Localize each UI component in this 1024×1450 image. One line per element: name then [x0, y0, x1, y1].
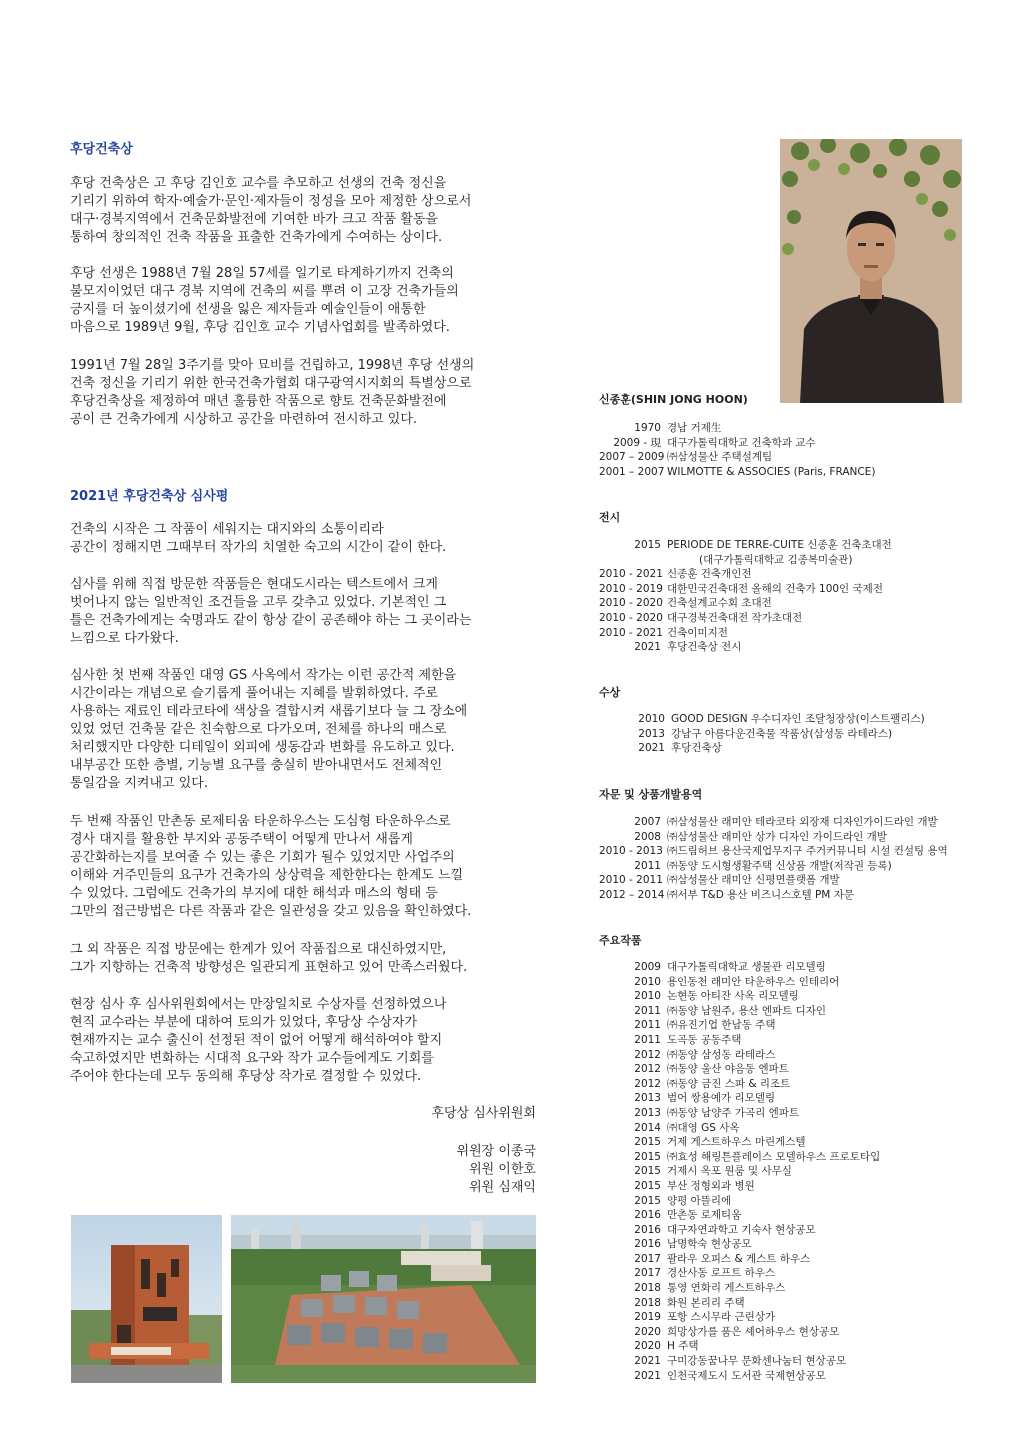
list-row: [599, 1281, 880, 1296]
list-row-text: 범어 쌍용예가 리모델링: [667, 1092, 776, 1105]
list-row-year: 2010 - 2013: [599, 845, 663, 858]
review-committee: 후당상 심사위원회: [431, 1106, 536, 1121]
list-row-year: 2013: [634, 1106, 661, 1119]
list-row-text: ㈜동양 삼성동 라테라스: [667, 1048, 776, 1061]
list-row: [599, 450, 875, 465]
list-row-year: 2010 - 2020: [599, 597, 663, 610]
list-row: [599, 1252, 880, 1267]
list-row-text: 팔라우 오피스 & 게스트 하우스: [667, 1252, 811, 1265]
list-row-year: 2018: [634, 1282, 661, 1295]
list-row-text: 거제 게스트하우스 마린게스텔: [667, 1136, 806, 1149]
list-row: [599, 1018, 880, 1033]
list-row-text: 논현동 아티잔 사옥 리모델링: [667, 990, 799, 1003]
review-paragraph-4: 두 번째 작품인 만촌동 로제티움 타운하우스는 도심형 타운하우스로 경사 대지를 활용한 부지와 공동주택이 어떻게 만나서 새롭게 공간화하는지를 보여줄 수 있는 좋은 기회가 될수 있었지만 사업주의 이해와 거주민들의 요구가 건축가의 상상력을 제한한다는 한계도 느낄 수 있었다. 그럼에도 건축가의 부지에 대한 해석과 매스의 형태 등 그만의 접근방법은 다른 작품과 같은 일관성을 갖고 있음을 확인하였다.: [70, 814, 472, 919]
list-row-year: 2007: [634, 816, 661, 828]
list-row: [599, 538, 892, 553]
building-photo-rosettium: [231, 1215, 536, 1383]
consulting-list: [599, 815, 948, 903]
profile-bio-list: [599, 421, 875, 479]
list-row-year: 2021: [638, 742, 665, 755]
list-row-text: 경산사동 로프트 하우스: [667, 1267, 776, 1280]
list-row: [599, 1164, 880, 1179]
list-row-year: 2020: [634, 1325, 661, 1338]
list-row-year: 2013: [638, 727, 665, 740]
list-row-text: 통영 연화리 게스트하우스: [667, 1282, 786, 1295]
works-title: 주요작품: [599, 934, 642, 947]
list-row: [599, 626, 892, 641]
review-member-1: 위원장 이종국: [456, 1144, 536, 1159]
list-row-text: ㈜동양 울산 야음동 엔파트: [667, 1063, 789, 1076]
list-row-text: 구미강동꿈나무 문화센나눔터 현상공모: [667, 1355, 847, 1368]
list-row: [599, 873, 948, 888]
award-paragraph-3: 1991년 7월 28일 3주기를 맞아 묘비를 건립하고, 1998년 후당 선생의 건축 정신을 기리기 위한 한국건축가협회 대구광역시지회의 특별상으로 후당건축상을 제정하여 매년 훌륭한 작품으로 향토 건축문화발전에 공이 큰 건축가에게 시상하고 공간을 마련하여 전시하고 있다.: [70, 358, 475, 427]
list-row: [599, 989, 880, 1004]
list-row: [599, 465, 875, 480]
list-row: [599, 553, 892, 568]
list-row-text: ㈜대영 GS 사옥: [667, 1121, 740, 1134]
list-row: [599, 1048, 880, 1063]
list-row-year: 2015: [634, 539, 661, 551]
list-row-text: ㈜효성 해링튼플레이스 모델하우스 프로토타입: [667, 1150, 881, 1163]
list-row: [599, 859, 948, 874]
list-row-year: [599, 553, 661, 568]
review-paragraph-1: 건축의 시작은 그 작품이 세워지는 대지와의 소통이리라 공간이 정해지면 그때부터 작가의 치열한 숙고의 시간이 같이 한다.: [70, 522, 447, 555]
list-row: [599, 830, 948, 845]
list-row-text: ㈜유진기업 한남동 주택: [667, 1019, 776, 1032]
list-row: [599, 1121, 880, 1136]
list-row-year: 2009 - 現: [613, 436, 661, 449]
list-row-year: 2010: [634, 975, 661, 988]
list-row-text: ㈜서부 T&D 용산 비즈니스호텔 PM 자문: [667, 888, 854, 901]
list-row: [599, 596, 892, 611]
list-row-text: 건축이미지전: [667, 626, 728, 639]
list-row-year: 2009: [634, 961, 661, 973]
list-row-year: 2008: [634, 830, 661, 843]
review-member-3: 위원 심재익: [469, 1180, 536, 1195]
profile-name: 신종훈(SHIN JONG HOON): [599, 393, 748, 406]
list-row-year: 2010: [634, 990, 661, 1003]
list-row-text: 건축설계교수회 초대전: [667, 597, 772, 610]
review-paragraph-6: 현장 심사 후 심사위원회에서는 만장일치로 수상자를 선정하였으나 현직 교수라는 부분에 대하여 토의가 있었다, 후당상 수상자가 현재까지는 교수 출신이 선정된 적이 없어 어떻게 해석하여야 할지 숙고하였지만 변화하는 시대적 요구와 작가 교수들에게도 기회를 주어야 한다는데 모두 동의해 후당상 작가로 결정할 수 있었다.: [70, 997, 447, 1084]
list-row: [599, 1354, 880, 1369]
list-row-year: 2010 - 2020: [599, 611, 663, 624]
list-row: [599, 1033, 880, 1048]
list-row: [599, 975, 880, 990]
list-row: [599, 582, 892, 597]
list-row-year: 2010 - 2021: [599, 568, 663, 581]
list-row-year: 2017: [634, 1267, 661, 1280]
list-row: [599, 844, 948, 859]
award-title: 후당건축상: [70, 142, 133, 157]
list-row-year: 2017: [634, 1252, 661, 1265]
list-row-text: 후당건축상 전시: [667, 641, 742, 654]
list-row: [599, 888, 948, 903]
list-row-text: ㈜삼성물산 래미안 상가 디자인 가이드라인 개발: [667, 830, 887, 843]
list-row-text: PERIODE DE TERRE-CUITE 신종훈 건축초대전: [667, 539, 892, 551]
list-row: [599, 1237, 880, 1252]
list-row: [599, 741, 925, 756]
review-paragraph-5: 그 외 작품은 직접 방문에는 한계가 있어 작품집으로 대신하였지만, 그가 지향하는 건축적 방향성은 일관되게 표현하고 있어 만족스러웠다.: [70, 942, 468, 975]
list-row-text: GOOD DESIGN 우수디자인 조달청장상(이스트팰리스): [671, 713, 925, 725]
list-row-year: 2016: [634, 1238, 661, 1251]
list-row-year: 2010 - 2019: [599, 582, 663, 595]
list-row-year: 2014: [634, 1121, 661, 1134]
list-row-text: 대구경북건축대전 작가초대전: [667, 611, 803, 624]
list-row: [599, 611, 892, 626]
review-paragraph-2: 심사를 위해 직접 방문한 작품들은 현대도시라는 텍스트에서 크게 벗어나지 않는 일반적인 조건들을 고루 갖추고 있었다. 기본적인 그 틀은 건축가에게는 숙명과도 같이 항상 같이 공존해야 하는 그 곳이라는 느낌으로 다가왔다.: [70, 577, 472, 646]
list-row-year: 2013: [634, 1092, 661, 1105]
list-row-year: 2011: [634, 859, 661, 872]
list-row-year: 2011: [634, 1019, 661, 1032]
list-row-text: 양평 아뜰리에: [667, 1194, 732, 1207]
list-row: [599, 1091, 880, 1106]
list-row: [599, 1310, 880, 1325]
award-paragraph-2: 후당 선생은 1988년 7월 28일 57세를 일기로 타계하기까지 건축의 불모지이었던 대구 경북 지역에 건축의 씨를 뿌려 이 고장 건축가들의 긍지를 더 높이셨기에 선생을 잃은 제자들과 예술인들이 애통한 마음으로 1989년 9월, 후당 김인호 교수 기념사업회를 발족하였다.: [70, 266, 459, 335]
list-row-text: 대구가톨릭대학교 생물관 리모델링: [667, 961, 826, 973]
list-row: [599, 1325, 880, 1340]
list-row-text: 부산 정형외과 병원: [667, 1179, 755, 1192]
list-row-year: 2012 – 2014: [599, 888, 665, 901]
list-row: [599, 1077, 880, 1092]
list-row-text: 후당건축상: [671, 742, 722, 755]
list-row-year: 2015: [634, 1179, 661, 1192]
review-title: 2021년 후당건축상 심사평: [70, 489, 229, 504]
consulting-title: 자문 및 상품개발용역: [599, 788, 703, 801]
list-row-text: H 주택: [667, 1340, 699, 1353]
list-row-year: 2010 - 2021: [599, 626, 663, 639]
list-row: [599, 1062, 880, 1077]
list-row-text: 대구가톨릭대학교 건축학과 교수: [667, 436, 816, 449]
list-row-year: 2016: [634, 1223, 661, 1236]
list-row-text: 경남 거제生: [667, 422, 722, 434]
list-row: [599, 1296, 880, 1311]
list-row: [599, 1223, 880, 1238]
list-row-year: 2015: [634, 1136, 661, 1149]
list-row-text: 만촌동 로제티움: [667, 1209, 742, 1222]
list-row: [599, 1194, 880, 1209]
list-row-text: 강남구 아름다운건축물 작품상(삼성동 라테라스): [671, 727, 893, 740]
list-row: [599, 960, 880, 975]
list-row-text: ㈜동양 남양주 가곡리 엔파트: [667, 1106, 800, 1119]
list-row-text: 화원 본리리 주택: [667, 1296, 745, 1309]
list-row: [599, 436, 875, 451]
list-row-text: ㈜동양 금진 스파 & 리조트: [667, 1077, 791, 1090]
list-row-text: 대한민국건축대전 올해의 건축가 100인 국제전: [667, 582, 883, 595]
works-list: [599, 960, 880, 1383]
list-row: [599, 640, 892, 655]
building-photo-gs-office: [71, 1215, 222, 1383]
list-row-year: 1970: [634, 422, 661, 434]
list-row-text: 용인동천 래미안 타운하우스 인테리어: [667, 975, 840, 988]
list-row: [599, 712, 925, 727]
list-row-text: ㈜삼성물산 래미안 테라코타 외장재 디자인가이드라인 개발: [667, 816, 938, 828]
list-row-text: (대구가톨릭대학교 김종복미술관): [699, 553, 853, 566]
list-row-year: 2011: [634, 1004, 661, 1017]
list-row-text: 인천국제도시 도서관 국제현상공모: [667, 1369, 826, 1382]
list-row: [599, 815, 948, 830]
list-row-year: 2020: [634, 1340, 661, 1353]
list-row-text: WILMOTTE & ASSOCIES (Paris, FRANCE): [667, 465, 876, 478]
list-row-text: 포항 스시무라 근린상가: [667, 1311, 776, 1324]
review-paragraph-3: 심사한 첫 번째 작품인 대영 GS 사옥에서 작가는 이런 공간적 제한을 시간이라는 개념으로 슬기롭게 풀어내는 지혜를 발휘하였다. 주로 사용하는 재료인 테라코타에 색상을 결합시켜 새롭기보다 늘 그 장소에 있었 었던 건축물 같은 친숙함으로 다가오며, 전체를 하나의 매스로 처리했지만 다양한 디테일이 외피에 생동감과 변화를 유도하고 있다. 내부공간 또한 층별, 기능별 요구를 충실히 받아내면서도 전체적인 통일감을 지켜내고 있다.: [70, 668, 468, 791]
list-row-text: 도곡동 공동주택: [667, 1033, 742, 1046]
list-row-text: 거제시 옥포 원룸 및 사무실: [667, 1165, 792, 1178]
list-row-year: 2012: [634, 1063, 661, 1076]
list-row: [599, 1266, 880, 1281]
list-row: [599, 1135, 880, 1150]
list-row: [599, 421, 875, 436]
list-row-year: 2011: [634, 1033, 661, 1046]
list-row-text: ㈜삼성물산 주택설계팀: [667, 451, 773, 464]
award-paragraph-1: 후당 건축상은 고 후당 김인호 교수를 추모하고 선생의 건축 정신을 기리기 위하여 학자·예술가·문인·제자들이 정성을 모아 제정한 상으로서 대구·경북지역에서 건축문화발전에 기여한 바가 크고 작품 활동을 통하여 창의적인 건축 작품을 표출한 건축가에게 수여하는 상이다.: [70, 176, 472, 245]
list-row-text: ㈜동양 남원주, 용산 엔파트 디자인: [667, 1004, 827, 1017]
awards-title: 수상: [599, 686, 621, 699]
awards-list: [599, 712, 925, 756]
list-row: [599, 1179, 880, 1194]
list-row: [599, 1208, 880, 1223]
list-row-year: 2019: [634, 1311, 661, 1324]
list-row-text: 신종훈 건축개인전: [667, 568, 752, 581]
list-row-text: 희망상가를 품은 셰어하우스 현상공모: [667, 1325, 840, 1338]
list-row-year: 2015: [634, 1194, 661, 1207]
list-row: [599, 1339, 880, 1354]
list-row-year: 2021: [634, 1369, 661, 1382]
list-row: [599, 1106, 880, 1121]
list-row-year: 2007 – 2009: [599, 451, 665, 464]
list-row-text: ㈜드림허브 용산국제업무지구 주거커뮤니티 시설 컨설팅 용역: [667, 845, 948, 858]
list-row-year: 2015: [634, 1150, 661, 1163]
list-row-year: 2012: [634, 1077, 661, 1090]
architect-portrait: [780, 139, 962, 403]
list-row-year: 2010: [638, 713, 665, 725]
list-row: [599, 1150, 880, 1165]
list-row-year: 2012: [634, 1048, 661, 1061]
exhibitions-list: [599, 538, 892, 655]
exhibitions-title: 전시: [599, 511, 621, 524]
list-row: [599, 1369, 880, 1384]
list-row-text: 남명학숙 현상공모: [667, 1238, 752, 1251]
list-row-year: 2016: [634, 1209, 661, 1222]
list-row: [599, 567, 892, 582]
list-row-year: 2018: [634, 1296, 661, 1309]
list-row-year: 2021: [634, 1355, 661, 1368]
list-row-text: ㈜동양 도시형생활주택 신상품 개발(저작권 등록): [667, 859, 892, 872]
list-row-year: 2015: [634, 1165, 661, 1178]
list-row-text: 대구자연과학고 기숙사 현상공모: [667, 1223, 816, 1236]
list-row-year: 2010 - 2011: [599, 874, 663, 887]
list-row-year: 2021: [634, 641, 661, 654]
list-row-text: ㈜삼성물산 래미안 신평면플랫폼 개발: [667, 874, 840, 887]
list-row: [599, 727, 925, 742]
list-row-year: 2001 – 2007: [599, 465, 665, 478]
review-member-2: 위원 이한호: [469, 1162, 536, 1177]
list-row: [599, 1004, 880, 1019]
